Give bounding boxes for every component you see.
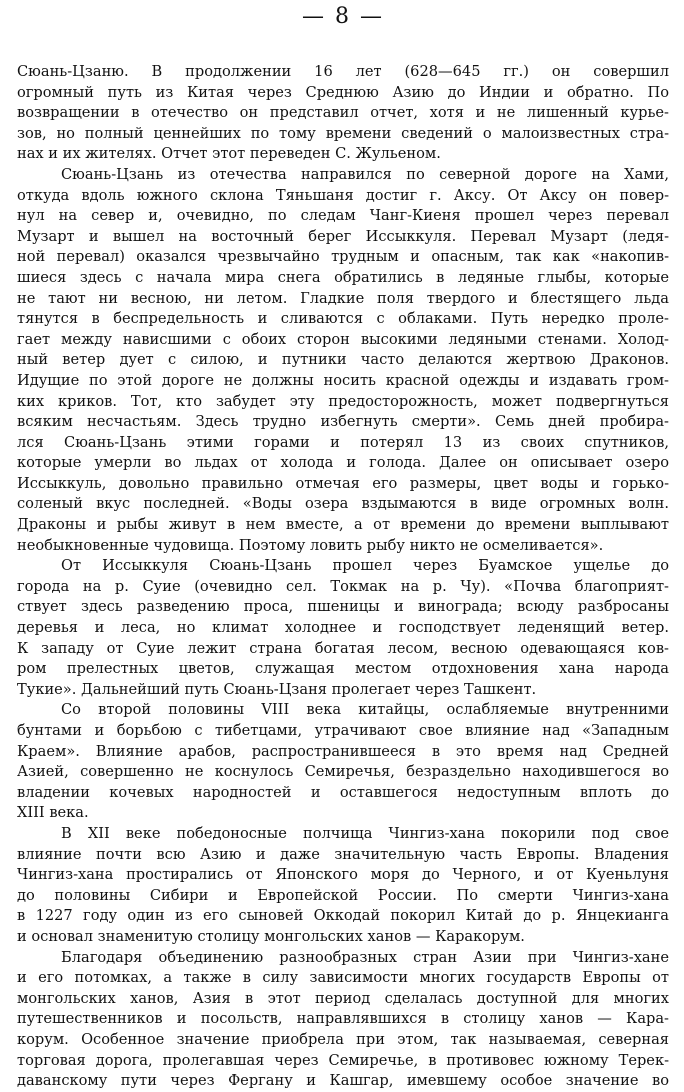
text-line: города на р. Суие (очевидно сел. Токмак на р. Чу). «Почва благоприят- [17,577,669,595]
paragraph [17,948,669,1092]
body-text [17,62,669,1092]
text-line: лся Сюань-Цзань этими горами и потерял 13 из своих спутников, [17,433,669,451]
page-number: — 8 — [302,4,384,29]
text-line: необыкновенные чудовища. Поэтому ловить рыбу никто не осмеливается». [17,536,604,554]
text-line: и основал знаменитую столицу монгольских ханов — Каракорум. [17,927,525,945]
text-line: всяким несчастьям. Здесь трудно избегнуть смерти». Семь дней пробира- [17,413,669,431]
text-line: Драконы и рыбы живут в нем вместе, а от времени до времени выплывают [17,516,669,534]
text-line: путешественников и посольств, направлявшихся в столицу ханов — Кара- [17,1010,669,1028]
paragraph [17,700,669,824]
text-line: В XII веке победоносные полчища Чингиз-хана покорили под свое [61,824,669,842]
text-line: шиеся здесь с начала мира снега обратились в ледяные глыбы, которые [17,268,669,286]
page-header [17,0,669,34]
text-line: нах и их жителях. Отчет этот переведен С. Жульеном. [17,145,441,163]
text-line: Краем». Влияние арабов, распространившееся в это время над Средней [17,742,669,760]
text-line: возвращении в отечество он представил отчет, хотя и не лишенный курье- [17,104,669,122]
text-line: ствует здесь разведению проса, пшеницы и винограда; всюду разбросаны [17,598,669,616]
text-line: ких криков. Тот, кто забудет эту предосторожность, может подвергнуться [17,392,669,410]
text-line: Со второй половины VIII века китайцы, ослабляемые внутренними [61,701,669,719]
text-line: корум. Особенное значение приобрела при этом, так называемая, северная [17,1030,669,1048]
text-line: Тукие». Дальнейший путь Сюань-Цзаня пролегает через Ташкент. [17,680,537,698]
text-line: торговая дорога, пролегавшая через Семиречье, в противовес южному Терек- [17,1051,669,1069]
text-line: которые умерли во льдах от холода и голода. Далее он описывает озеро [17,454,669,472]
text-line: огромный путь из Китая через Среднюю Азию до Индии и обратно. По [17,83,669,101]
text-line: Азией, совершенно не коснулось Семиречья, безраздельно находившегося во [17,763,669,781]
text-line: и его потомках, а также в силу зависимости многих государств Европы от [17,969,669,987]
text-line: Музарт и вышел на восточный берег Иссыккуля. Перевал Музарт (ледя- [17,227,669,245]
text-line: Сюань-Цзань из отечества направился по северной дороге на Хами, [61,165,669,183]
text-line: XIII века. [17,804,89,822]
text-line: владении кочевых народностей и оставшегося недоступным вплоть до [17,783,669,801]
text-line: гает между нависшими с обоих сторон высокими ледяными стенами. Холод- [17,330,669,348]
text-line: ный ветер дует с силою, и путники часто делаются жертвою Драконов. [17,351,669,369]
text-line: Идущие по этой дороге не должны носить красной одежды и издавать гром- [17,371,669,389]
text-line: Сюань-Цзаню. В продолжении 16 лет (628—645 гг.) он совершил [17,63,669,80]
paragraph [17,556,669,700]
text-line: до половины Сибири и Европейской России. По смерти Чингиз-хана [17,886,669,904]
text-line: Чингиз-хана простирались от Японского моря до Черного, и от Куеньлуня [17,866,669,884]
text-line: в 1227 году один из его сыновей Оккодай покорил Китай до р. Янцекианга [17,907,669,925]
text-line: ной перевал) оказался чрезвычайно трудным и опасным, так как «накопив- [17,248,669,266]
text-line: нул на север и, очевидно, по следам Чанг-Киеня прошел через перевал [17,207,669,225]
text-line: От Иссыккуля Сюань-Цзань прошел через Буамское ущелье до [61,557,669,575]
text-line: соленый вкус последней. «Воды озера вздымаются в виде огромных волн. [17,495,669,513]
paragraph [17,824,669,948]
text-line: монгольских ханов, Азия в этот период сделалась доступной для многих [17,989,669,1007]
text-line: не тают ни весною, ни летом. Гладкие поля твердого и блестящего льда [17,289,669,307]
text-line: влияние почти всю Азию и даже значительную часть Европы. Владения [17,845,669,863]
text-line: тянутся в беспредельность и сливаются с облаками. Путь нередко проле- [17,310,669,328]
text-line: Благодаря объединению разнообразных стран Азии при Чингиз-хане [61,948,669,966]
book-page [17,0,669,1090]
text-line: Иссыккуль, довольно правильно отмечая его размеры, цвет воды и горько- [17,474,669,492]
text-line: К западу от Суие лежит страна богатая лесом, весною одевающаяся ков- [17,639,669,657]
text-line: откуда вдоль южного склона Тяньшаня достиг г. Аксу. От Аксу он повер- [17,186,669,204]
text-line: деревья и леса, но климат холоднее и господствует леденящий ветер. [17,619,669,637]
text-line: зов, но полный ценнейших по тому времени сведений о малоизвестных стра- [17,124,669,142]
text-line: даванскому пути через Фергану и Кашгар, имевшему особое значение во [17,1072,669,1090]
text-line: ром прелестных цветов, служащая местом отдохновения хана народа [17,660,669,678]
paragraph [17,62,669,165]
text-line: бунтами и борьбою с тибетцами, утрачивают свое влияние над «Западным [17,722,669,739]
paragraph [17,165,669,556]
